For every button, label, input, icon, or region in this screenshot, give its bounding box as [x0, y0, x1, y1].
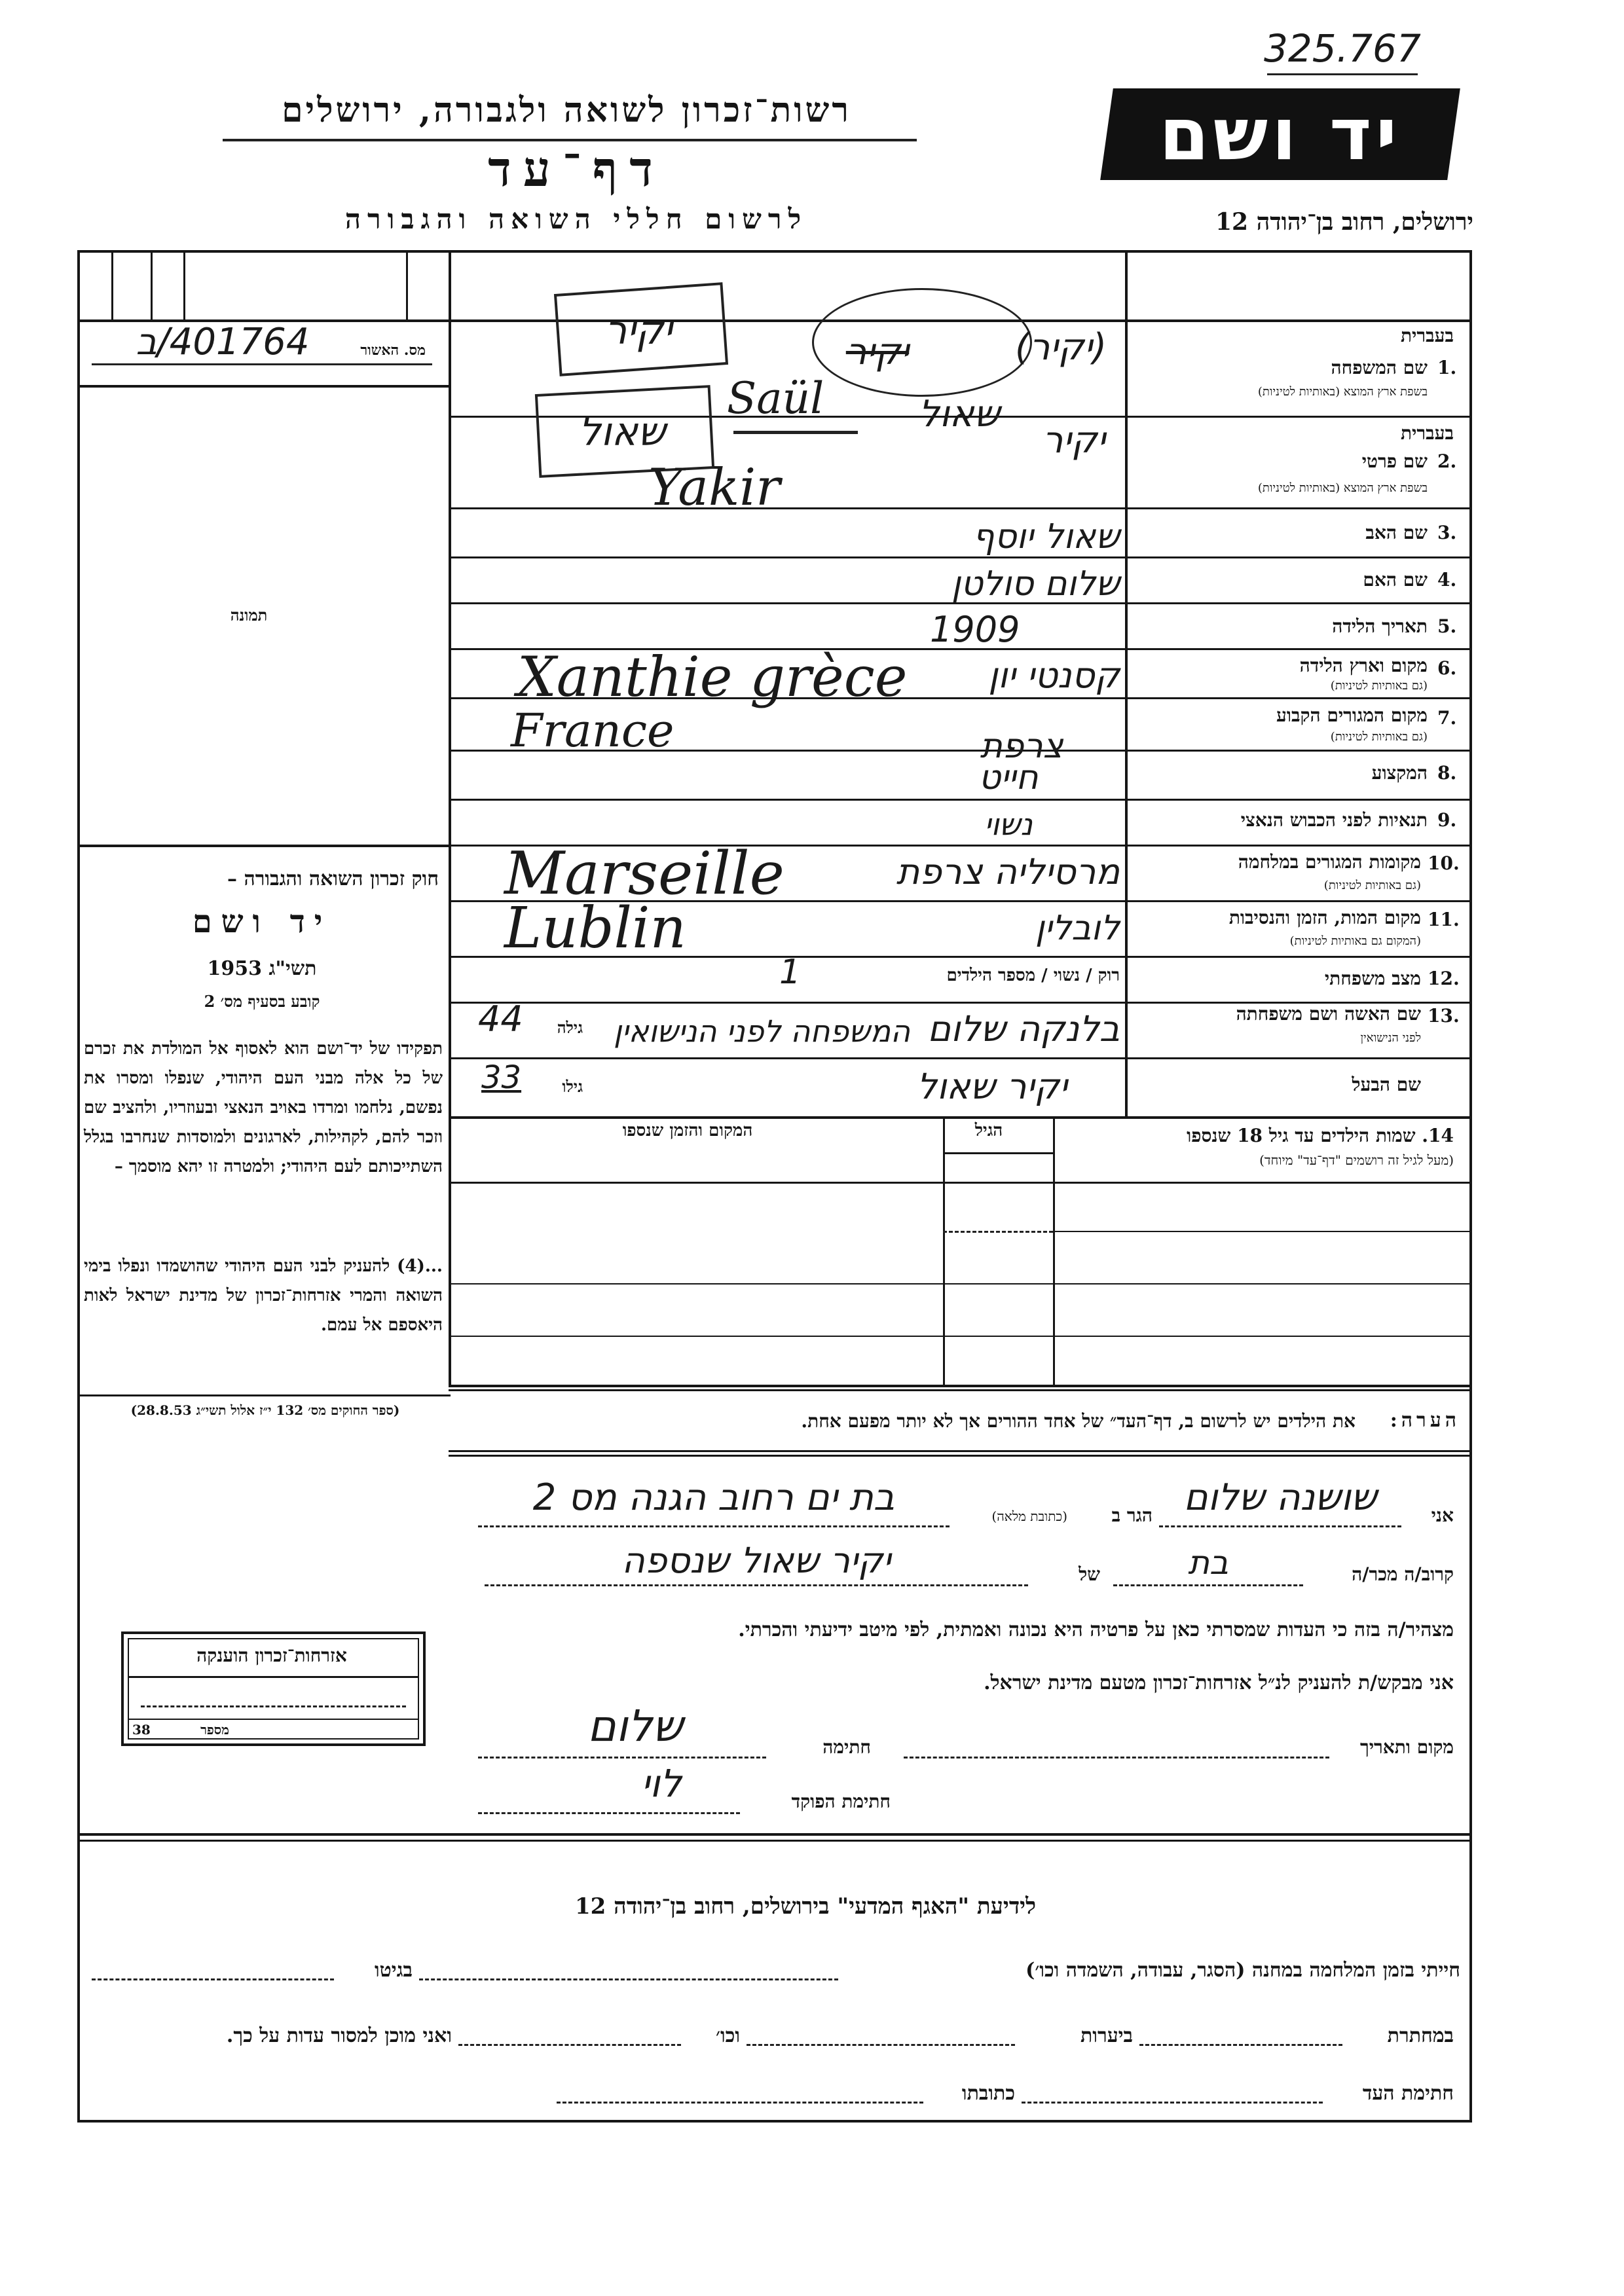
footer-line3-b: כתובתו	[961, 2082, 1015, 2105]
resides-label: הגר ב	[1111, 1504, 1153, 1526]
wife-name-value: בלנקה שלום	[927, 1008, 1120, 1049]
serial-label: מס. האשור	[360, 342, 426, 359]
footer-line2-c: וכו׳	[716, 2024, 740, 2047]
surname-hebrew-value: יקיר	[845, 331, 910, 373]
form-title: דף־עד	[488, 141, 665, 198]
note-bottom-line	[449, 1450, 1472, 1452]
footer-line1-end: בגיטו	[374, 1959, 413, 1982]
footer-line3-blank-a	[1022, 2102, 1323, 2104]
witness-name-value: שושנה שלום	[1183, 1476, 1377, 1519]
footer-line2-blank-a	[1139, 2044, 1342, 2046]
field-1-number: 1.	[1437, 357, 1457, 378]
field-2-sub: בשפת ארץ המוצא (באותיות לטיניות)	[1257, 481, 1428, 495]
stamp-bottom-divider	[128, 1719, 419, 1720]
field-5-label: תאריך הלידה	[1332, 615, 1428, 637]
footer-line2-blank-b	[747, 2044, 1015, 2046]
serial-bottom-line	[77, 385, 451, 388]
note-title: הערה:	[1390, 1409, 1460, 1432]
archive-number: 325.767	[1264, 26, 1421, 71]
field-1-sub: בשפת ארץ המוצא (באותיות לטיניות)	[1257, 385, 1428, 399]
footer-line2-b: ביערות	[1080, 2024, 1133, 2047]
relation-line	[1113, 1584, 1303, 1586]
children-row-3	[449, 1283, 1472, 1285]
stamp-divider	[128, 1676, 419, 1678]
field-7-label: מקום המגורים הקבוע	[1276, 704, 1428, 726]
resides-sub: (כתובת מלאה)	[991, 1508, 1067, 1524]
surname-box-text: יקיר	[604, 308, 673, 354]
residence-latin-value: France	[511, 704, 674, 757]
field-13-number: 13.	[1428, 1005, 1460, 1027]
field-9-label: תנאיות לפני הכבוש הנאצי	[1240, 809, 1428, 831]
field-7-number: 7.	[1437, 707, 1457, 729]
birth-date-value: 1909	[930, 609, 1020, 650]
declaration-line-2: אני מבקש/ת להעניק לנ״ל אזרחות־זכרון מטעם מדינת ישראל.	[984, 1671, 1454, 1694]
wartime-place-hebrew-value: מרסיליה צרפת	[896, 851, 1120, 892]
stamp-title: אזרחות־זכרון הוענקה	[196, 1645, 347, 1666]
logo-text: יד ושם	[1159, 92, 1401, 176]
witness-address-line	[478, 1525, 950, 1527]
declaration-line-1: מצהיר/ה בזה כי העדות שמסרתי כאן על פרטיה היא נכונה ואמתית, לפי מיטב ידיעתי והכרתי.	[738, 1618, 1454, 1641]
footer-line3-a: חתימת העד	[1362, 2082, 1454, 2105]
field-13-sub: לפני הנישואין	[1360, 1031, 1421, 1045]
children-col-divider-2	[943, 1116, 945, 1385]
wife-age-label: גילה	[557, 1018, 583, 1037]
field-10-label: מקומות המגורים במלחמה	[1238, 851, 1421, 873]
children-row-1	[449, 1182, 1472, 1184]
authority-name: רשות־זכרון לשואה ולגבורה, ירושלים	[282, 90, 851, 130]
field-7-sub: (גם באותיות לטיניות)	[1330, 730, 1428, 744]
field-1-hebrew-tag: בעברית	[1400, 325, 1454, 346]
field-3-number: 3.	[1437, 522, 1457, 543]
children-sub: (מעל לגיל זה רושמים "דף־עד" מיוחד)	[1259, 1152, 1454, 1168]
field-8-label: המקצוע	[1371, 762, 1428, 784]
death-place-latin-value: Lublin	[504, 896, 686, 961]
relation-label: קרוב/ה מכר/ה	[1352, 1563, 1454, 1585]
law-title: חוק זכרון השואה והגבורה –	[227, 867, 439, 890]
top-box-b	[151, 250, 153, 319]
law-text-2: ...(4) להעניק לבני העם היהודי שהושמדו ונפלו בימי השואה והמרי אזרחות־זכרון של מדינת ישראל לאות היאספם אל עמם.	[84, 1256, 443, 1335]
witness-signature: שלום	[587, 1701, 684, 1751]
firstname-underline	[733, 431, 858, 434]
wife-note-value: המשפחה לפני הנישואין	[614, 1013, 910, 1049]
law-clause: קובע בסעיף מס׳ 2	[204, 992, 320, 1011]
footer-line1-label: חייתי בזמן המלחמה במחנה (הסגר, עבודה, השמדה וכו׳)	[1025, 1959, 1460, 1982]
verifier-signature: לוי	[641, 1761, 682, 1806]
residence-hebrew-value: צרפת	[980, 727, 1063, 766]
relation-value: בת	[1188, 1544, 1228, 1582]
field-12-label: מצב משפחתי	[1324, 968, 1421, 989]
footer-title: לידיעת "האגף המדעי" בירושלים, רחוב בן־יהודה 12	[575, 1893, 1036, 1920]
row-line-8	[449, 799, 1472, 801]
children-row-2	[943, 1231, 1053, 1233]
birthplace-hebrew-value: קסנטי יון	[988, 655, 1120, 696]
mother-value: שלום סולטן	[951, 564, 1120, 604]
occupation-value: חייט	[978, 758, 1039, 797]
husband-age-value: 33	[481, 1059, 522, 1096]
field-11-label: מקום המות, הזמן והנסיבות	[1228, 907, 1421, 928]
relation-of-value: יקיר שאול שנספה	[621, 1540, 891, 1581]
photo-bottom-line	[77, 845, 451, 847]
field-3-label: שם האב	[1365, 522, 1428, 543]
footer-line2-a: במחתרת	[1387, 2024, 1454, 2047]
field-2-label: שם פרטי	[1361, 450, 1428, 472]
children-bottom-line-2	[449, 1389, 1472, 1391]
field-11-sub: (המקום גם באותיות לטיניות)	[1289, 934, 1421, 948]
father-value: שאול יוסף	[972, 517, 1120, 556]
children-col-divider-1	[1053, 1116, 1055, 1385]
field-6-label: מקום וארץ הלידה	[1299, 655, 1428, 676]
verifier-label: חתימת הפוקד	[791, 1791, 891, 1812]
witness-address-value: בת ים רחוב הגנה מס 2	[532, 1476, 895, 1519]
law-text-1: תפקידו של יד־ושם הוא לאסוף אל המולדת את זכרם של כל אלה מבני העם היהודי, שנפלו ומסרו את נפשם, נלחמו ומרדו באויב הנאצי ובעוזריו, ולהציב שם וזכר להם, לקהילות, לארגונים ולמוסדות שנחרבו בגלל השתייכותם לעם היהודי; ולמטרה זו יהא מוסמך –	[84, 1039, 443, 1176]
children-count-value: 1	[779, 953, 802, 992]
footer-separator-1	[77, 1833, 1472, 1836]
yad-vashem-logo	[1100, 88, 1460, 180]
field-husband-label: שם הבעל	[1352, 1074, 1421, 1095]
archive-number-underline	[1267, 73, 1418, 75]
death-place-hebrew-value: לובלין	[1035, 909, 1120, 948]
row-line-14	[449, 1116, 1472, 1119]
label-column-divider	[1125, 250, 1128, 1118]
children-row-2b	[1053, 1231, 1472, 1232]
children-bottom-line	[449, 1385, 1472, 1387]
field-8-number: 8.	[1437, 762, 1457, 784]
stamp-number: 38	[132, 1722, 151, 1738]
field-10-number: 10.	[1428, 852, 1460, 874]
footer-line2-blank-c	[458, 2044, 681, 2046]
surname-bracket-value: (יקיר)	[1014, 326, 1107, 369]
top-box-a	[111, 250, 113, 319]
field-4-number: 4.	[1437, 569, 1457, 591]
birthplace-latin-value: Xanthie grèce	[517, 645, 908, 709]
row-line-2	[449, 507, 1472, 509]
top-box-c	[183, 250, 185, 319]
field-9-number: 9.	[1437, 809, 1457, 831]
surname-latin-value: Yakir	[648, 458, 781, 517]
photo-label: תמונה	[230, 606, 268, 625]
relation-of-line	[485, 1584, 1028, 1586]
row-line-13	[449, 1057, 1472, 1059]
note-text: את הילדים יש לרשום ב, דף־העד״ של אחד ההורים אך לא יותר מפעם אחת.	[801, 1410, 1356, 1432]
stamp-number-label: מספר	[200, 1722, 229, 1738]
signature-label: חתימה	[822, 1736, 871, 1758]
signature-line	[478, 1757, 766, 1758]
field-10-sub: (גם באותיות לטיניות)	[1323, 879, 1421, 892]
husband-name-value: יקיר שאול	[917, 1066, 1067, 1107]
field-6-number: 6.	[1437, 657, 1457, 679]
firstname-hebrew-value: שאול	[918, 393, 1001, 435]
row-line-3	[449, 556, 1472, 558]
wife-age-value: 44	[478, 998, 523, 1040]
children-col-place: המקום והזמן שנספו	[622, 1121, 753, 1140]
header-address: ירושלים, רחוב בן־יהודה 12	[1215, 208, 1473, 236]
footer-line2-d: ואני מוכן למסור עדות על כך.	[226, 2024, 452, 2047]
serial-underline	[92, 363, 432, 365]
pre-war-status-value: נשוי	[984, 807, 1033, 842]
marital-options-label: רוק / נשוי / מספר הילדים	[946, 966, 1120, 985]
stamp-blank-line	[141, 1705, 406, 1707]
top-box-d	[406, 250, 408, 319]
law-source: (ספר החוקים מס׳ 132 י״ז אלול תשי״ג 28.8.53)	[130, 1402, 400, 1418]
law-name: יד ושם	[192, 903, 332, 940]
children-title: 14. שמות הילדים עד גיל 18 שנספו	[1187, 1125, 1454, 1146]
field-12-number: 12.	[1428, 968, 1460, 989]
children-col-age: הגיל	[974, 1121, 1003, 1140]
verifier-line	[478, 1812, 740, 1814]
left-column-divider	[449, 250, 451, 1386]
surname-hebrew-2-value: יקיר	[1042, 419, 1106, 462]
place-date-label: מקום ותאריך	[1359, 1736, 1454, 1758]
field-13-label: שם האשה ושם משפחתה	[1236, 1003, 1421, 1025]
serial-value: 401764/ב	[136, 321, 310, 363]
children-row-4	[449, 1336, 1472, 1337]
footer-line3-blank-b	[557, 2102, 923, 2104]
law-bottom-line	[77, 1394, 451, 1396]
field-1-label: שם המשפחה	[1331, 357, 1428, 378]
place-date-line	[904, 1757, 1329, 1758]
field-2-hebrew-tag: בעברית	[1400, 422, 1454, 444]
firstname-box-text: שאול	[578, 409, 666, 455]
witness-name-line	[1159, 1525, 1401, 1527]
field-11-number: 11.	[1428, 909, 1460, 930]
children-header-line	[943, 1152, 1053, 1154]
footer-separator-2	[77, 1840, 1472, 1842]
field-6-sub: (גם באותיות לטיניות)	[1330, 679, 1428, 693]
field-5-number: 5.	[1437, 615, 1457, 637]
husband-age-label: גילו	[562, 1077, 583, 1096]
field-4-label: שם האם	[1363, 569, 1428, 591]
note-bottom-line-2	[449, 1455, 1472, 1457]
footer-line1-blank	[419, 1978, 838, 1980]
of-label: של	[1079, 1563, 1100, 1585]
witness-label: אני	[1431, 1504, 1454, 1526]
field-2-number: 2.	[1437, 450, 1457, 472]
form-subtitle: לרשום חללי השואה והגבורה	[344, 203, 808, 235]
law-year: תשי"ג 1953	[207, 957, 317, 980]
footer-line1-blank-2	[92, 1978, 334, 1980]
firstname-latin-value: Saül	[727, 373, 824, 424]
wartime-place-latin-value: Marseille	[504, 839, 784, 908]
